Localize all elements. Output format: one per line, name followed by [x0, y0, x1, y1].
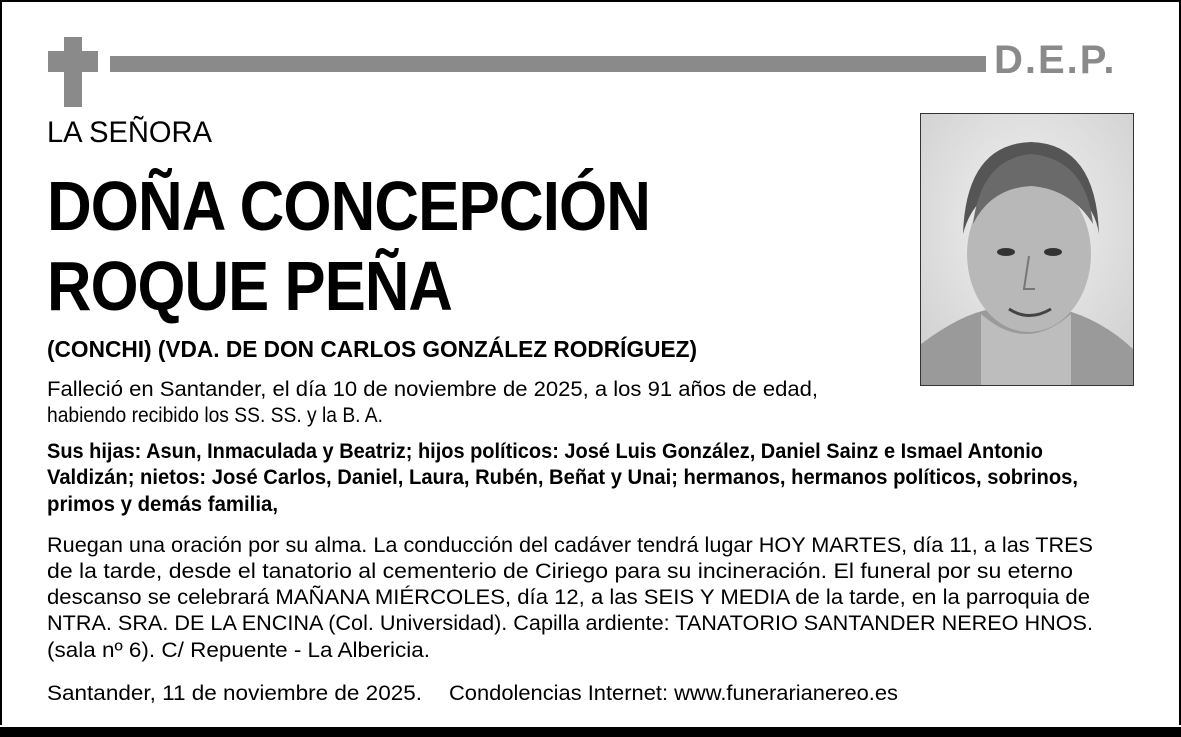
name-line-1: DOÑA CONCEPCIÓN [47, 167, 650, 245]
subtitle: (CONCHI) (VDA. DE DON CARLOS GONZÁLEZ RODRÍGUEZ) [47, 336, 697, 362]
portrait-photo [920, 113, 1134, 386]
ceremony-line: NTRA. SRA. DE LA ENCINA (Col. Universidad). Capilla ardiente: TANATORIO SANTANDER NEREO HNOS. [47, 612, 1093, 635]
header-rule [110, 56, 986, 72]
ceremony-line: (sala nº 6). C/ Repuente - La Albericia. [47, 639, 430, 662]
death-line: habiendo recibido los SS. SS. y la B. A. [47, 404, 383, 427]
family-line: Sus hijas: Asun, Inmaculada y Beatriz; hijos políticos: José Luis González, Daniel Sainz e Ismael Antonio [47, 440, 1043, 463]
footer-condolences: Condolencias Internet: www.funerarianereo.es [449, 682, 898, 705]
family-line: Valdizán; nietos: José Carlos, Daniel, Laura, Rubén, Beñat y Unai; hermanos, hermanos políticos, sobrinos, [47, 466, 1078, 489]
ceremony-line: Ruegan una oración por su alma. La conducción del cadáver tendrá lugar HOY MARTES, día 11, a las TRES [47, 534, 1093, 557]
title-prefix: LA SEÑORA [47, 116, 212, 149]
bottom-border [0, 727, 1181, 737]
cross-icon-arm [48, 51, 98, 72]
dep-label: D.E.P. [994, 38, 1117, 82]
death-line: Falleció en Santander, el día 10 de noviembre de 2025, a los 91 años de edad, [47, 378, 819, 401]
footer-place-date: Santander, 11 de noviembre de 2025. [47, 682, 422, 705]
family-line: primos y demás familia, [47, 493, 278, 516]
ceremony-line: descanso se celebrará MAÑANA MIÉRCOLES, día 12, a las SEIS Y MEDIA de la tarde, en la parroquia de [47, 586, 1090, 609]
name-line-2: ROQUE PEÑA [47, 247, 452, 325]
cross-icon [64, 37, 82, 107]
ceremony-line: de la tarde, desde el tanatorio al cementerio de Ciriego para su incineración. El funeral por su eterno [47, 560, 1073, 583]
